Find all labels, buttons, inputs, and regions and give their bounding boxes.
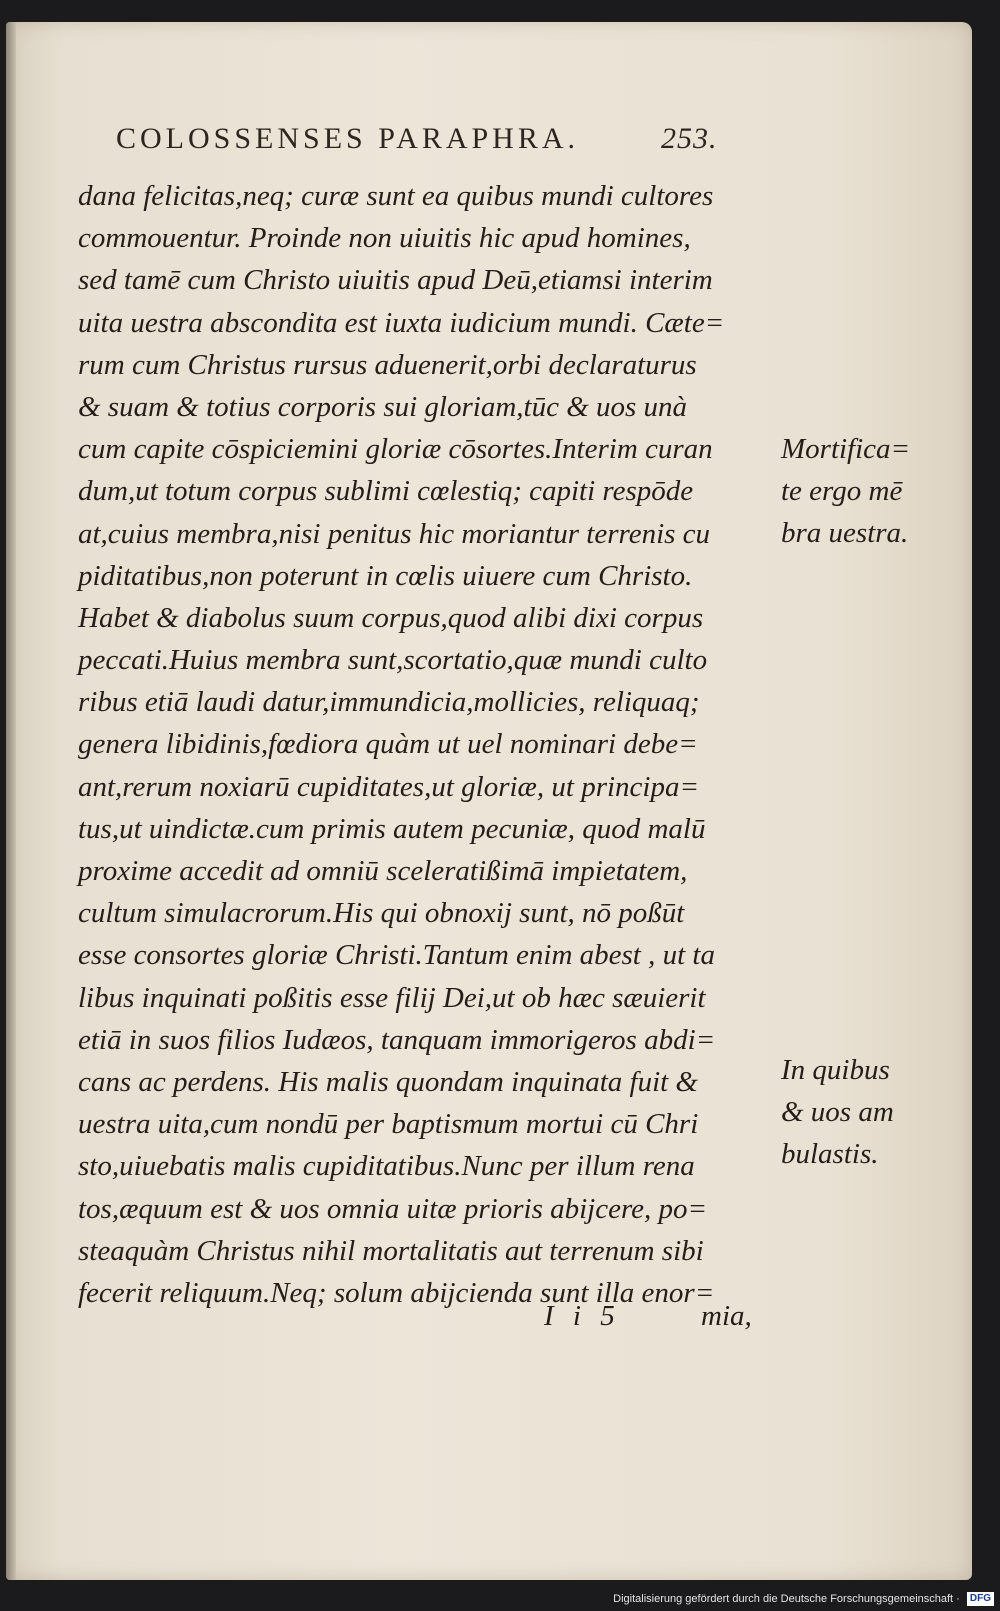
text-line: esse consortes gloriæ Christi.Tantum enim abest , ut ta — [78, 939, 715, 972]
text-line: at,cuius membra,nisi penitus hic moriantur terrenis cu — [78, 517, 711, 550]
running-title: COLOSSENSES PARAPHRA. — [116, 122, 580, 155]
digitization-credit — [613, 1588, 994, 1610]
signature-mark: I i 5 — [544, 1300, 621, 1332]
text-line: peccati.Huius membra sunt,scortatio,quæ mundi culto — [78, 644, 708, 677]
text-line: etiā in suos filios Iudæos, tanquam immorigeros abdi= — [78, 1023, 716, 1056]
text-line: tus,ut uindictæ.cum primis autem pecuniæ, quod malū — [78, 812, 706, 845]
text-line: commouentur. Proinde non uiuitis hic apud homines, — [78, 222, 691, 255]
margin-note-line: & uos am — [781, 1096, 894, 1129]
text-line: cultum simulacrorum.His qui obnoxij sunt, nō poßūt — [78, 897, 685, 930]
margin-note-line: bra uestra. — [781, 517, 909, 550]
text-line: proxime accedit ad omniū sceleratißimā impietatem, — [78, 855, 688, 887]
text-line: libus inquinati poßitis esse filij Dei,ut ob hæc sæuierit — [78, 981, 706, 1014]
page-number: 253. — [661, 122, 718, 155]
text-line: Habet & diabolus suum corpus,quod alibi dixi corpus — [78, 601, 704, 634]
margin-note-line: te ergo mē — [781, 475, 903, 508]
text-line: cans ac perdens. His malis quondam inquinata fuit & — [78, 1065, 698, 1098]
text-line: uita uestra abscondita est iuxta iudicium mundi. Cæte= — [78, 306, 725, 339]
text-line: & suam & totius corporis sui gloriam,tūc & uos unà — [78, 390, 688, 423]
credit-text: Digitalisierung gefördert durch die Deutsche Forschungsgemeinschaft · — [613, 1593, 960, 1605]
margin-note-in-quibus — [781, 1049, 971, 1176]
text-line: tos,æquum est & uos omnia uitæ prioris abijcere, po= — [78, 1192, 708, 1225]
text-line: cum capite cōspiciemini gloriæ cōsortes.Interim curan — [78, 433, 713, 466]
margin-note-line: bulastis. — [781, 1138, 879, 1171]
page-gutter — [6, 22, 16, 1580]
main-text-block — [78, 175, 768, 1314]
text-line: uestra uita,cum nondū per baptismum mortui cū Chri — [78, 1108, 699, 1141]
text-line: ribus etiā laudi datur,immundicia,mollicies, reliquaq; — [78, 686, 700, 719]
text-line: piditatibus,non poterunt in cœlis uiuere cum Christo. — [78, 559, 693, 592]
dfg-logo: DFG — [967, 1592, 994, 1606]
text-line: sed tamē cum Christo uiuitis apud Deū,etiamsi interim — [78, 264, 713, 297]
text-line: sto,uiuebatis malis cupiditatibus.Nunc per illum rena — [78, 1150, 695, 1183]
margin-note-line: In quibus — [781, 1054, 890, 1086]
catchword: mia, — [701, 1300, 752, 1332]
book-page — [6, 22, 972, 1580]
text-line: fecerit reliquum.Neq; solum abijcienda sunt illa enor= — [78, 1276, 715, 1309]
text-line: genera libidinis,fœdiora quàm ut uel nominari debe= — [78, 728, 698, 761]
text-line: ant,rerum noxiarū cupiditates,ut gloriæ, ut principa= — [78, 770, 700, 803]
margin-note-line: Mortifica= — [781, 433, 911, 465]
text-line: dum,ut totum corpus sublimi cœlestiq; capiti respōde — [78, 475, 694, 508]
margin-note-mortificate — [781, 428, 971, 555]
text-line: rum cum Christus rursus aduenerit,orbi declaraturus — [78, 348, 697, 381]
text-line: steaquàm Christus nihil mortalitatis aut terrenum sibi — [78, 1234, 704, 1267]
running-header — [116, 122, 718, 156]
text-line: dana felicitas,neq; curæ sunt ea quibus mundi cultores — [78, 180, 714, 212]
